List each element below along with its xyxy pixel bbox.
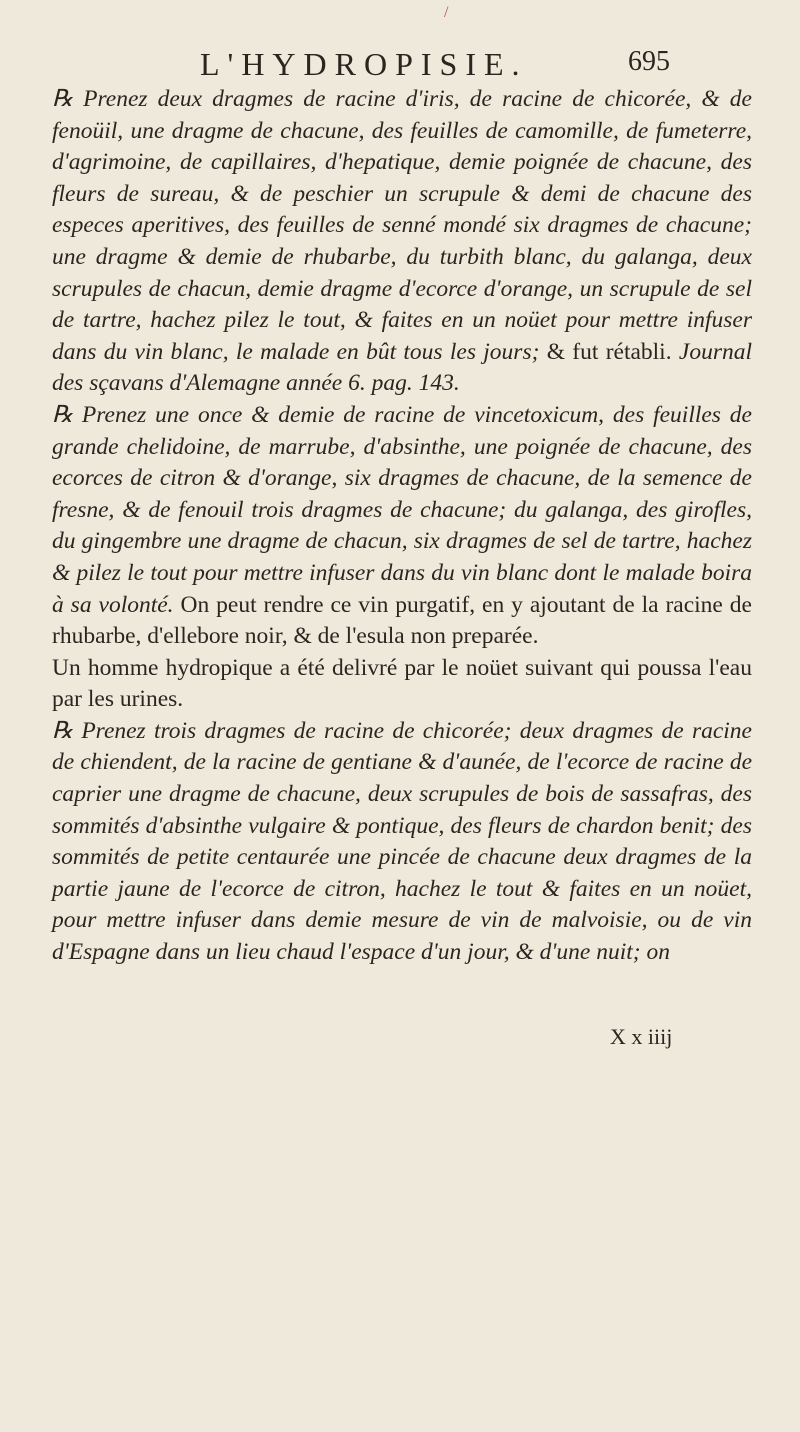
paragraph-2	[52, 400, 752, 653]
ink-mark: /	[444, 4, 449, 21]
paragraph-3	[52, 653, 752, 716]
paragraph-1-ending: Journal des sçavans d'Alemagne année 6. pag. 143.	[52, 338, 752, 397]
running-title: L'HYDROPISIE.	[200, 46, 528, 82]
paragraph-2-roman: On peut rendre ce vin purgatif, en y ajoutant de la racine de rhubarbe, d'ellebore noir, & de l'esula non preparée.	[52, 591, 752, 650]
page-number: 695	[628, 46, 670, 77]
paragraph-2-text: ℞ Prenez une once & demie de racine de vincetoxicum, des feuilles de grande chelidoine, de marrube, d'absinthe, une poignée de chacune, des ecorces de citron & d'orange, six dragmes de chacune, de la semence de fresne, & de fenouil trois dragmes de chacune; du galanga, des girofles, du gingembre une dragme de chacun, six dragmes de sel de tartre, hachez & pilez le tout pour mettre infuser dans du vin blanc dont le malade boira à sa volonté.	[52, 401, 752, 618]
paragraph-3-roman: Un homme hydropique a été delivré par le noüet suivant qui poussa l'eau par les urines.	[52, 654, 752, 713]
signature-mark: X x iiij	[610, 1024, 673, 1049]
paragraph-4-text: ℞ Prenez trois dragmes de racine de chicorée; deux dragmes de racine de chiendent, de la racine de gentiane & d'aunée, de l'ecorce de racine de caprier une dragme de chacune, deux scrupules de bois de sassafras, des sommités d'absinthe vulgaire & pontique, des fleurs de chardon benit; des sommités de petite centaurée une pincée de chacune deux dragmes de la partie jaune de l'ecorce de citron, hachez le tout & faites en un noüet, pour mettre infuser dans demie mesure de vin de malvoisie, ou de vin d'Espagne dans un lieu chaud l'espace d'un jour, & d'une nuit; on	[52, 717, 752, 966]
page-header	[200, 46, 670, 86]
body-text	[52, 84, 752, 969]
paragraph-4	[52, 716, 752, 969]
paragraph-1	[52, 84, 752, 400]
paragraph-1-text: ℞ Prenez deux dragmes de racine d'iris, de racine de chicorée, & de fenoüil, une dragme de chacune, des feuilles de camomille, de fumeterre, d'agrimoine, de capillaires, d'hepatique, demie poignée de chacune, des fleurs de sureau, & de peschier un scrupule & demi de chacune des especes aperitives, des feuilles de senné mondé six dragmes de chacune; une dragme & demie de rhubarbe, du turbith blanc, du galanga, deux scrupules de chacun, demie dragme d'ecorce d'orange, un scrupule de sel de tartre, hachez pilez le tout, & faites en un noüet pour mettre infuser dans du vin blanc, le malade en bût tous les jours;	[52, 86, 752, 365]
paragraph-1-roman: & fut rétabli.	[546, 338, 672, 365]
